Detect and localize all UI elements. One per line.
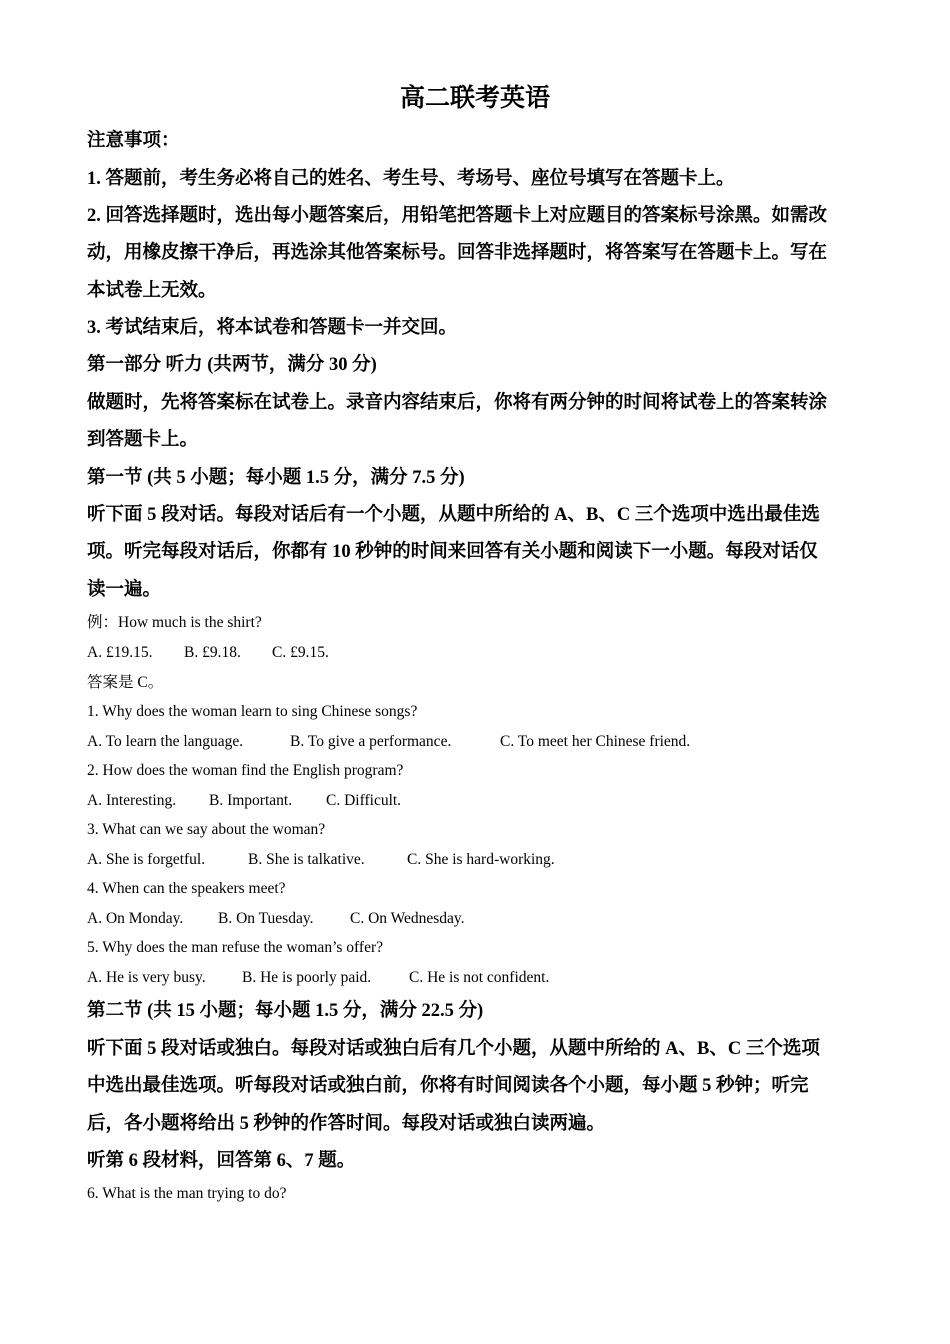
option-b: B. He is poorly paid.	[242, 969, 372, 986]
option-a: A. On Monday.	[87, 910, 184, 927]
option-b: B. Important.	[209, 792, 293, 809]
part1-instruction-line-1: 做题时，先将答案标在试卷上。录音内容结束后，你将有两分钟的时间将试卷上的答案转涂	[87, 393, 828, 413]
question-3: 3. What can we say about the woman?	[87, 821, 326, 838]
notice-item-2-line-3: 本试卷上无效。	[87, 281, 217, 301]
section2-instruction-line-1: 听下面 5 段对话或独白。每段对话或独白后有几个小题，从题中所给的 A、B、C 三个选项	[87, 1039, 820, 1059]
section2-heading: 第二节 (共 15 小题；每小题 1.5 分，满分 22.5 分)	[87, 1001, 484, 1021]
option-a: A. To learn the language.	[87, 733, 244, 750]
option-c: C. On Wednesday.	[350, 910, 465, 927]
question-1: 1. Why does the woman learn to sing Chinese songs?	[87, 703, 418, 720]
section2-instruction-line-2: 中选出最佳选项。听每段对话或独白前，你将有时间阅读各个小题，每小题 5 秒钟；听完	[87, 1076, 809, 1096]
material-6-heading: 听第 6 段材料，回答第 6、7 题。	[87, 1151, 356, 1171]
section1-instruction-line-1: 听下面 5 段对话。每段对话后有一个小题，从题中所给的 A、B、C 三个选项中选出最佳选	[87, 505, 820, 525]
notice-item-2-line-2: 动，用橡皮擦干净后，再选涂其他答案标号。回答非选择题时，将答案写在答题卡上。写在	[87, 243, 828, 263]
question-1-options	[87, 732, 690, 752]
notice-item-3: 3. 考试结束后，将本试卷和答题卡一并交回。	[87, 318, 458, 338]
question-2-options	[87, 791, 401, 811]
page-title: 高二联考英语	[399, 85, 550, 112]
part1-instruction-line-2: 到答题卡上。	[87, 430, 199, 450]
question-2: 2. How does the woman find the English program?	[87, 762, 404, 779]
option-a: A. Interesting.	[87, 792, 177, 809]
example-question: 例：How much is the shirt?	[87, 614, 262, 631]
option-b: B. £9.18.	[184, 644, 241, 661]
question-4: 4. When can the speakers meet?	[87, 880, 286, 897]
question-5-options	[87, 968, 549, 988]
option-b: B. She is talkative.	[248, 851, 365, 868]
example-options	[87, 643, 329, 663]
option-c: C. £9.15.	[272, 644, 329, 661]
option-a: A. He is very busy.	[87, 969, 206, 986]
option-b: B. On Tuesday.	[218, 910, 314, 927]
option-c: C. To meet her Chinese friend.	[500, 733, 691, 750]
question-5: 5. Why does the man refuse the woman’s offer?	[87, 939, 383, 956]
question-4-options	[87, 909, 465, 929]
option-a: A. She is forgetful.	[87, 851, 206, 868]
notice-heading: 注意事项：	[87, 131, 180, 151]
section1-instruction-line-3: 读一遍。	[87, 580, 162, 600]
option-c: C. She is hard-working.	[407, 851, 555, 868]
option-c: C. Difficult.	[326, 792, 402, 809]
option-c: C. He is not confident.	[409, 969, 550, 986]
section1-instruction-line-2: 项。听完每段对话后，你都有 10 秒钟的时间来回答有关小题和阅读下一小题。每段对话仅	[87, 542, 818, 562]
section1-heading: 第一节 (共 5 小题；每小题 1.5 分，满分 7.5 分)	[87, 468, 465, 488]
section2-instruction-line-3: 后，各小题将给出 5 秒钟的作答时间。每段对话或独白读两遍。	[87, 1114, 606, 1134]
example-answer: 答案是 C。	[87, 674, 164, 691]
option-b: B. To give a performance.	[290, 733, 452, 750]
notice-item-2-line-1: 2. 回答选择题时，选出每小题答案后，用铅笔把答题卡上对应题目的答案标号涂黑。如需改	[87, 206, 828, 226]
part1-heading: 第一部分 听力 (共两节，满分 30 分)	[87, 355, 377, 375]
question-6: 6. What is the man trying to do?	[87, 1185, 287, 1202]
option-a: A. £19.15.	[87, 644, 153, 661]
notice-item-1: 1. 答题前，考生务必将自己的姓名、考生号、考场号、座位号填写在答题卡上。	[87, 169, 735, 189]
question-3-options	[87, 850, 555, 870]
